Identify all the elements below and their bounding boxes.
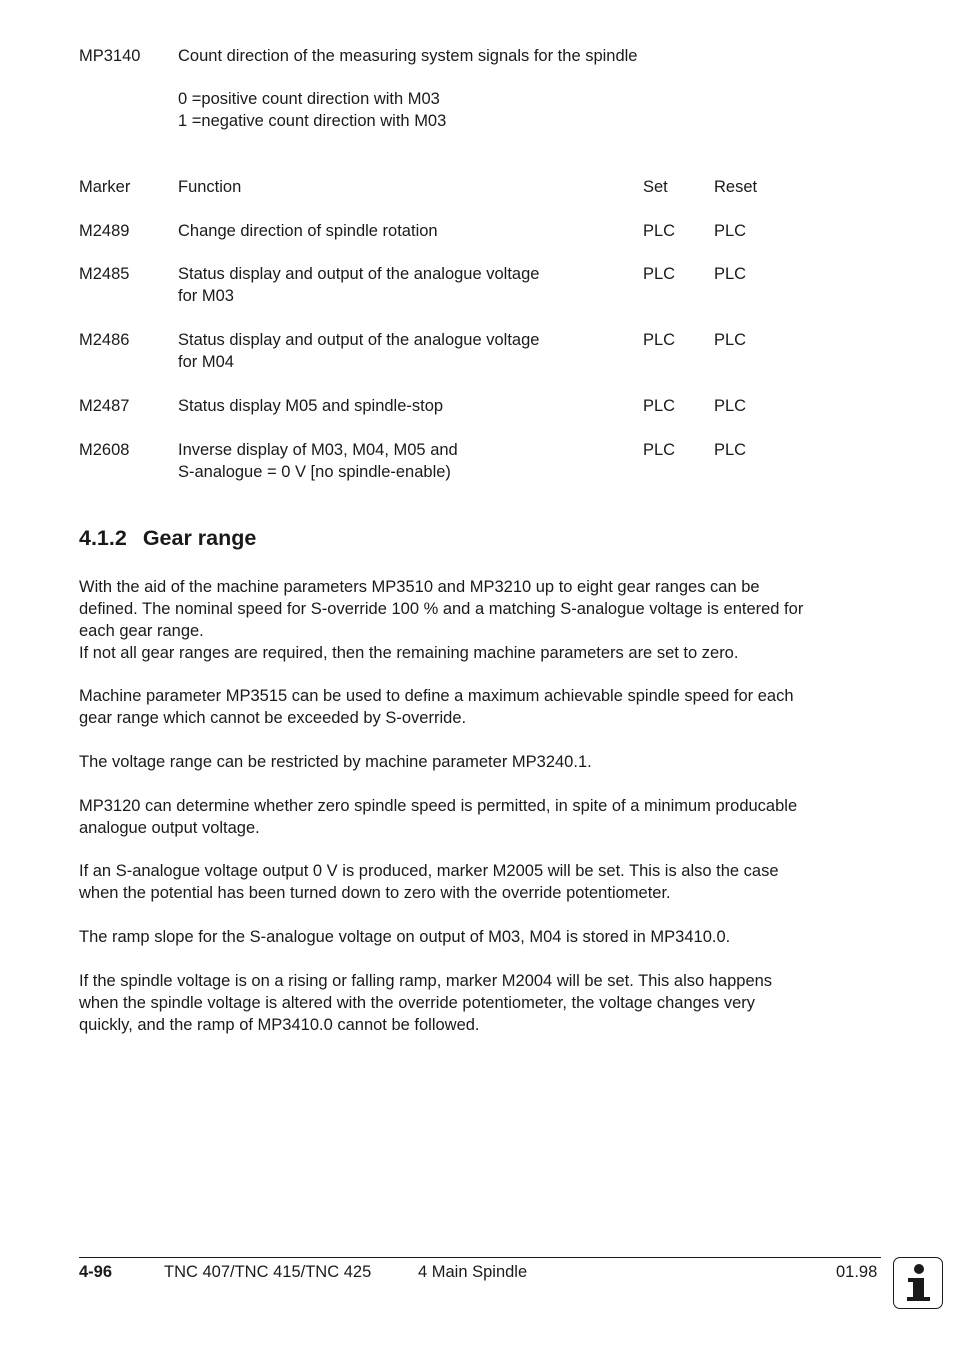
marker-cell: M2485 [79,265,130,283]
set-cell: PLC [643,265,676,283]
paragraph-line: gear range which cannot be exceeded by S-override. [79,709,467,727]
header-reset: Reset [714,178,758,196]
set-cell: PLC [643,222,676,240]
paragraph-line: The voltage range can be restricted by machine parameter MP3240.1. [79,753,592,771]
mp3140-option-0: 0 =positive count direction with M03 [178,90,440,108]
section-title: Gear range [142,526,257,550]
function-cell-line2: for M03 [178,287,234,305]
reset-cell: PLC [714,397,747,415]
header-function: Function [178,178,242,196]
paragraph-line: when the potential has been turned down to zero with the override potentiometer. [79,884,671,902]
paragraph-line: If an S-analogue voltage output 0 V is produced, marker M2005 will be set. This is also the case [79,862,779,880]
function-cell: Status display and output of the analogue voltage [178,331,540,349]
function-cell: Change direction of spindle rotation [178,222,438,240]
reset-cell: PLC [714,441,747,459]
header-marker: Marker [79,178,131,196]
marker-cell: M2486 [79,331,130,349]
paragraph-line: MP3120 can determine whether zero spindle speed is permitted, in spite of a minimum producable [79,797,798,815]
section-number: 4.1.2 [79,526,127,550]
paragraph-line: If the spindle voltage is on a rising or falling ramp, marker M2004 will be set. This also happens [79,972,773,990]
reset-cell: PLC [714,222,747,240]
function-cell: Status display M05 and spindle-stop [178,397,444,415]
paragraph-line: With the aid of the machine parameters MP3510 and MP3210 up to eight gear ranges can be [79,578,760,596]
reset-cell: PLC [714,265,747,283]
paragraph-line: when the spindle voltage is altered with the override potentiometer, the voltage changes very [79,994,755,1012]
function-cell-line2: for M04 [178,353,234,371]
reset-cell: PLC [714,331,747,349]
marker-cell: M2489 [79,222,130,240]
paragraph [79,926,879,948]
paragraph [79,685,879,729]
info-icon [893,1257,943,1309]
set-cell: PLC [643,397,676,415]
paragraph-line: quickly, and the ramp of MP3410.0 cannot be followed. [79,1016,480,1034]
footer-date: 01.98 [836,1263,878,1281]
paragraph-line: defined. The nominal speed for S-override 100 % and a matching S-analogue voltage is entered for [79,600,804,618]
marker-cell: M2487 [79,397,130,415]
set-cell: PLC [643,441,676,459]
paragraph-line: The ramp slope for the S-analogue voltage on output of M03, M04 is stored in MP3410.0. [79,928,731,946]
paragraph [79,970,879,1036]
mp3140-description: Count direction of the measuring system signals for the spindle [178,47,638,65]
paragraph [79,576,879,664]
footer-page-number: 4-96 [79,1263,113,1281]
marker-cell: M2608 [79,441,130,459]
footer-divider [79,1257,881,1258]
section-heading [79,524,256,552]
paragraph-line: If not all gear ranges are required, then the remaining machine parameters are set to zero. [79,644,739,662]
set-cell: PLC [643,331,676,349]
paragraph-line: each gear range. [79,622,204,640]
paragraph-line: Machine parameter MP3515 can be used to define a maximum achievable spindle speed for each [79,687,794,705]
function-cell: Status display and output of the analogue voltage [178,265,540,283]
paragraph-line: analogue output voltage. [79,819,260,837]
footer-chapter: 4 Main Spindle [418,1263,528,1281]
paragraph [79,795,879,839]
footer-model: TNC 407/TNC 415/TNC 425 [164,1263,372,1281]
function-cell-line2: S-analogue = 0 V [no spindle-enable) [178,463,451,481]
header-set: Set [643,178,668,196]
function-cell: Inverse display of M03, M04, M05 and [178,441,458,459]
paragraph [79,860,879,904]
paragraph [79,751,879,773]
mp3140-code: MP3140 [79,47,141,65]
mp3140-option-1: 1 =negative count direction with M03 [178,112,447,130]
